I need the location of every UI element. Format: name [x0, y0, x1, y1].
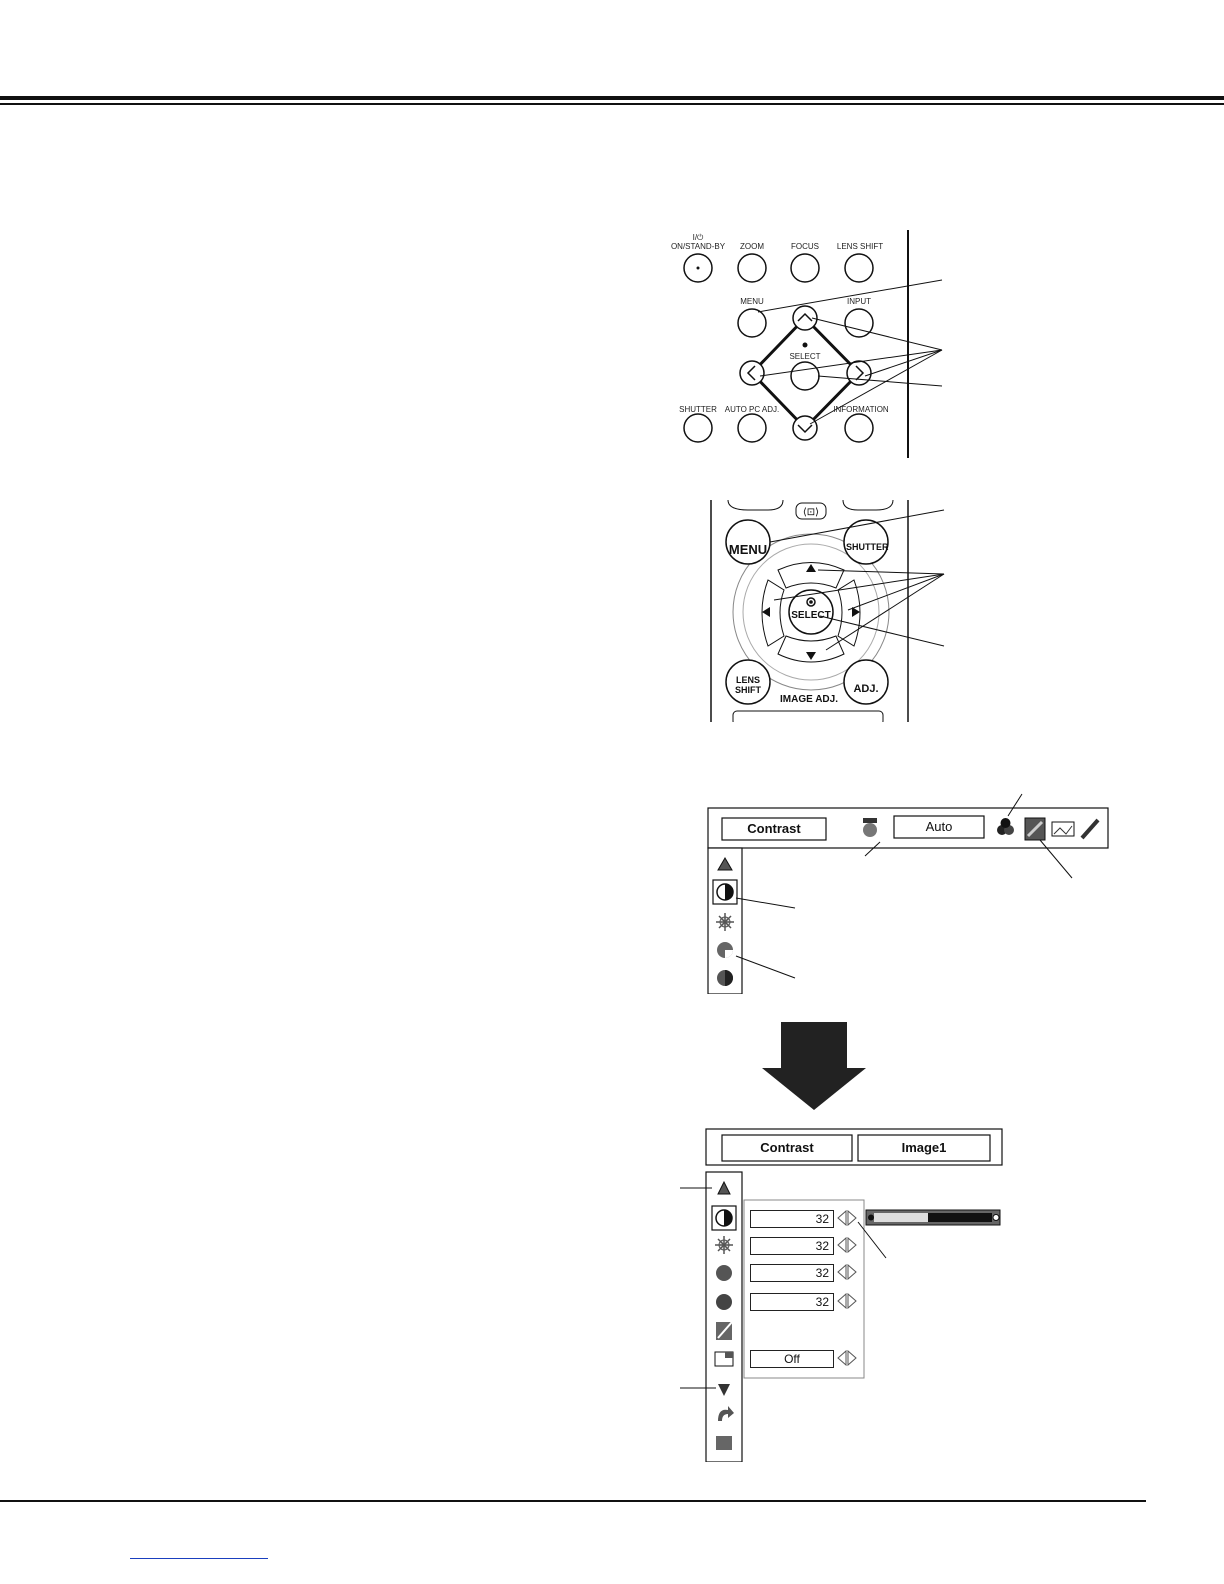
down-arrow-button[interactable]: [793, 416, 817, 440]
svg-text:⟨⊡⟩: ⟨⊡⟩: [802, 507, 820, 518]
information-button[interactable]: [845, 414, 873, 442]
lens-shift-label: LENS SHIFT: [836, 242, 884, 251]
auto-pc-adj-button[interactable]: [738, 414, 766, 442]
footer-link-underline[interactable]: [130, 1558, 268, 1559]
menu-button[interactable]: [738, 309, 766, 337]
lens-shift-button[interactable]: [845, 254, 873, 282]
tint-icon-2: [716, 1294, 732, 1310]
on-standby-label: ON/STAND-BY: [670, 242, 726, 251]
color-icon-2: [716, 1265, 732, 1281]
down-arrow-icon: [760, 1022, 868, 1112]
remote-menu-label: MENU: [728, 542, 768, 557]
menu2-title: Contrast: [760, 1140, 814, 1155]
remote-adj-button[interactable]: [844, 660, 888, 704]
color-value-field[interactable]: 32: [750, 1264, 834, 1282]
focus-label: FOCUS: [791, 242, 819, 251]
contrast-value-field[interactable]: 32: [750, 1210, 834, 1228]
remote-control-figure: [708, 500, 950, 722]
tint-value-field[interactable]: 32: [750, 1293, 834, 1311]
right-arrow-button[interactable]: [847, 361, 871, 385]
menu-screen-2: [676, 1126, 1006, 1462]
focus-button[interactable]: [791, 254, 819, 282]
shutter-label: SHUTTER: [679, 405, 717, 414]
select-button[interactable]: [791, 362, 819, 390]
select-label: SELECT: [789, 352, 821, 361]
header-rule-thick: [0, 96, 1224, 100]
input-button[interactable]: [845, 309, 873, 337]
auto-pc-adj-label: AUTO PC ADJ.: [724, 405, 780, 414]
input-label: INPUT: [847, 297, 871, 306]
remote-image-adj-label: IMAGE ADJ.: [780, 694, 838, 705]
zoom-button[interactable]: [738, 254, 766, 282]
menu-screen-1: [700, 780, 1110, 994]
remote-select-label: SELECT: [791, 610, 831, 621]
menu1-value: Auto: [925, 819, 953, 834]
zoom-label: ZOOM: [740, 242, 764, 251]
store-icon: [716, 1436, 732, 1450]
left-arrow-button[interactable]: [740, 361, 764, 385]
film-icon: [863, 818, 877, 837]
white-balance-value-field[interactable]: Off: [750, 1350, 834, 1368]
power-symbol-label: I/⏻: [692, 233, 704, 242]
remote-adj-label: ADJ.: [853, 683, 879, 695]
screen-icon: [1052, 822, 1074, 836]
top-control-panel-figure: [660, 228, 950, 460]
header-rule-thin: [0, 103, 1224, 105]
footer-rule: [0, 1500, 1146, 1502]
menu-label: MENU: [740, 297, 764, 306]
remote-shutter-label: SHUTTER: [846, 542, 889, 552]
information-label: INFORMATION: [833, 405, 889, 414]
menu2-value: Image1: [901, 1140, 947, 1155]
remote-lens-shift-label: LENS SHIFT: [735, 675, 761, 695]
brightness-value-field[interactable]: 32: [750, 1237, 834, 1255]
shutter-button[interactable]: [684, 414, 712, 442]
menu1-title: Contrast: [747, 821, 801, 836]
